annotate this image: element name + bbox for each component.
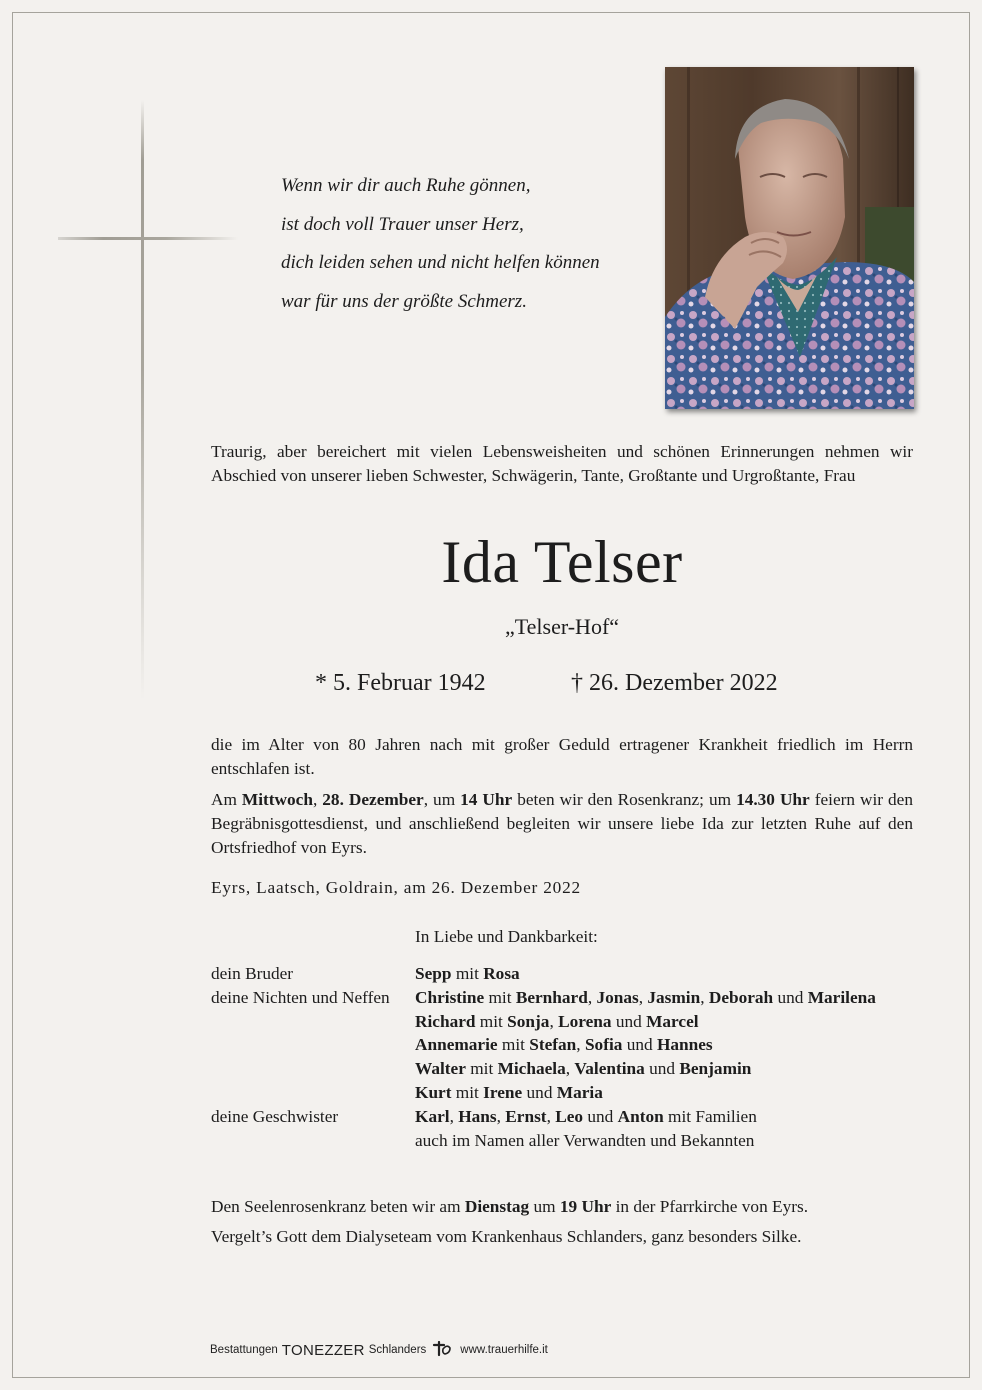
place-date: Eyrs, Laatsch, Goldrain, am 26. Dezember 2022 (211, 878, 581, 897)
poem-line: war für uns der größte Schmerz. (281, 290, 527, 312)
family-name: Benjamin (679, 1059, 752, 1079)
funeral-text-part: beten wir den Rosenkranz; um (512, 790, 737, 809)
family-connector: mit Familien (663, 1106, 757, 1126)
family-connector: mit (451, 964, 484, 983)
family-list (211, 962, 931, 1152)
family-connector: und (622, 1035, 657, 1055)
family-names (415, 1081, 603, 1105)
family-connector: und (644, 1059, 680, 1079)
family-name: Hans (458, 1106, 497, 1126)
family-connector: , (549, 1011, 559, 1031)
family-row (211, 1033, 931, 1057)
trauerhilfe-logo-icon (432, 1341, 452, 1360)
intro-text: Traurig, aber bereichert mit vielen Lebensweisheiten und schönen Erinnerungen nehmen wir Abschied von unserer lieben Schwester, Schwägerin, Tante, Großtante und Urgroßtante, Frau (211, 442, 913, 485)
rosary-evening-time: 19 Uhr (559, 1197, 612, 1216)
family-connector: , (638, 987, 648, 1007)
poem (281, 167, 651, 321)
relation-label (211, 1129, 415, 1153)
family-names (415, 1033, 713, 1057)
family-name: Marilena (807, 987, 876, 1007)
funeral-text (211, 788, 913, 860)
life-dates (211, 667, 913, 699)
family-name: Jasmin (647, 987, 701, 1007)
family-row (211, 1129, 931, 1153)
family-name: Michaela (497, 1059, 566, 1079)
family-connector: , (576, 1035, 585, 1055)
family-name: Walter (415, 1059, 466, 1079)
closing-line: Vergelt’s Gott dem Dialyseteam vom Krankenhaus Schlanders, ganz besonders Silke. (211, 1227, 802, 1246)
family-row (211, 1010, 931, 1034)
closing-text-part: in der Pfarrkirche von Eyrs. (611, 1197, 809, 1216)
closing-line (211, 1192, 913, 1222)
funeral-text-part: , (312, 790, 323, 809)
family-name: Karl (415, 1106, 450, 1126)
family-name: Annemarie (415, 1035, 498, 1055)
family-connector: , (700, 987, 709, 1007)
family-names (415, 1057, 751, 1081)
footer-prefix: Bestattungen (210, 1344, 278, 1356)
family-connector: , (449, 1106, 459, 1126)
footer (210, 1340, 548, 1360)
family-names (415, 1105, 757, 1129)
family-name: Stefan (529, 1035, 577, 1055)
family-connector: , (496, 1106, 506, 1126)
family-name: Sepp (415, 964, 452, 983)
family-name: Kurt (415, 1082, 452, 1102)
family-names (415, 1010, 699, 1034)
family-name: Leo (555, 1106, 584, 1126)
family-name: Valentina (574, 1059, 645, 1079)
family-connector: mit (497, 1035, 530, 1055)
deceased-name: Ida Telser (441, 529, 683, 595)
funeral-date: 28. Dezember (322, 790, 424, 809)
service-time: 14.30 Uhr (736, 790, 810, 809)
family-name: Lorena (558, 1011, 612, 1031)
footer-url[interactable]: www.trauerhilfe.it (460, 1344, 548, 1356)
birth-date: * 5. Februar 1942 (315, 670, 486, 696)
rosary-day: Dienstag (464, 1197, 530, 1216)
family-name: Hannes (656, 1035, 713, 1055)
poem-line: dich leiden sehen und nicht helfen können (281, 252, 600, 273)
family-connector: mit (484, 987, 516, 1007)
relation-label (211, 1010, 415, 1034)
cross-icon-bar (58, 237, 238, 240)
closing-text-part: Den Seelenrosenkranz beten wir am (211, 1197, 465, 1216)
family-connector: und (773, 987, 808, 1007)
closing-text-part: um (529, 1197, 560, 1216)
funeral-day: Mittwoch (241, 790, 313, 809)
family-name: Christine (415, 987, 485, 1007)
footer-location: Schlanders (368, 1344, 427, 1356)
closing-text (211, 1192, 913, 1252)
family-names (415, 962, 520, 986)
family-name: Richard (415, 1011, 476, 1031)
family-name: Rosa (483, 964, 520, 983)
family-name: Anton (617, 1106, 664, 1126)
family-names (415, 986, 876, 1010)
portrait-photo-image (665, 67, 914, 409)
funeral-text-part: feiern wir den Begräbnisgottesdienst, und anschließend begleiten wir unsere liebe Ida zur letzten Ruhe auf den Ortsfriedhof von Eyrs. (211, 790, 913, 857)
family-connector: mit (475, 1011, 508, 1031)
family-name: Ernst (505, 1106, 547, 1126)
funeral-text-part: , um (423, 790, 461, 809)
family-connector: und (522, 1082, 557, 1102)
family-row (211, 1105, 931, 1129)
poem-line: Wenn wir dir auch Ruhe gönnen, (281, 175, 531, 196)
family-connector: mit (465, 1059, 498, 1079)
family-name: Maria (556, 1082, 603, 1102)
age-text: die im Alter von 80 Jahren nach mit großer Geduld ertragener Krankheit friedlich im Herrn entschlafen ist. (211, 735, 913, 778)
family-connector: , (565, 1059, 575, 1079)
relation-label: dein Bruder (211, 964, 294, 983)
thanks-line: In Liebe und Dankbarkeit: (415, 927, 598, 946)
relation-label: deine Nichten und Neffen (211, 987, 390, 1007)
family-row (211, 1057, 931, 1081)
death-date: † 26. Dezember 2022 (571, 670, 778, 696)
relation-label (211, 1081, 415, 1105)
relation-label (211, 1057, 415, 1081)
portrait-photo (665, 67, 914, 409)
family-row (211, 986, 931, 1010)
family-connector: mit (451, 1082, 484, 1102)
family-connector: , (587, 987, 597, 1007)
funeral-text-part: Am (211, 790, 242, 809)
family-row (211, 1081, 931, 1105)
family-name: Marcel (646, 1011, 699, 1031)
rosary-time: 14 Uhr (460, 790, 513, 809)
family-connector: und (583, 1106, 618, 1126)
relation-label: deine Geschwister (211, 1106, 339, 1126)
family-name: Sofia (584, 1035, 623, 1055)
family-connector: und (611, 1011, 647, 1031)
family-name: Deborah (708, 987, 774, 1007)
family-row (211, 962, 931, 986)
footer-brand: TONEZZER (281, 1341, 365, 1359)
family-name: Bernhard (515, 987, 588, 1007)
farm-name: „Telser-Hof“ (504, 614, 620, 639)
poem-line: ist doch voll Trauer unser Herz, (281, 213, 524, 235)
relation-label (211, 1033, 415, 1057)
family-name: Irene (483, 1082, 523, 1102)
family-name: Sonja (507, 1011, 550, 1031)
family-name: Jonas (596, 987, 639, 1007)
family-names: auch im Namen aller Verwandten und Bekannten (415, 1130, 755, 1150)
family-connector: , (546, 1106, 556, 1126)
cross-icon (141, 100, 144, 700)
